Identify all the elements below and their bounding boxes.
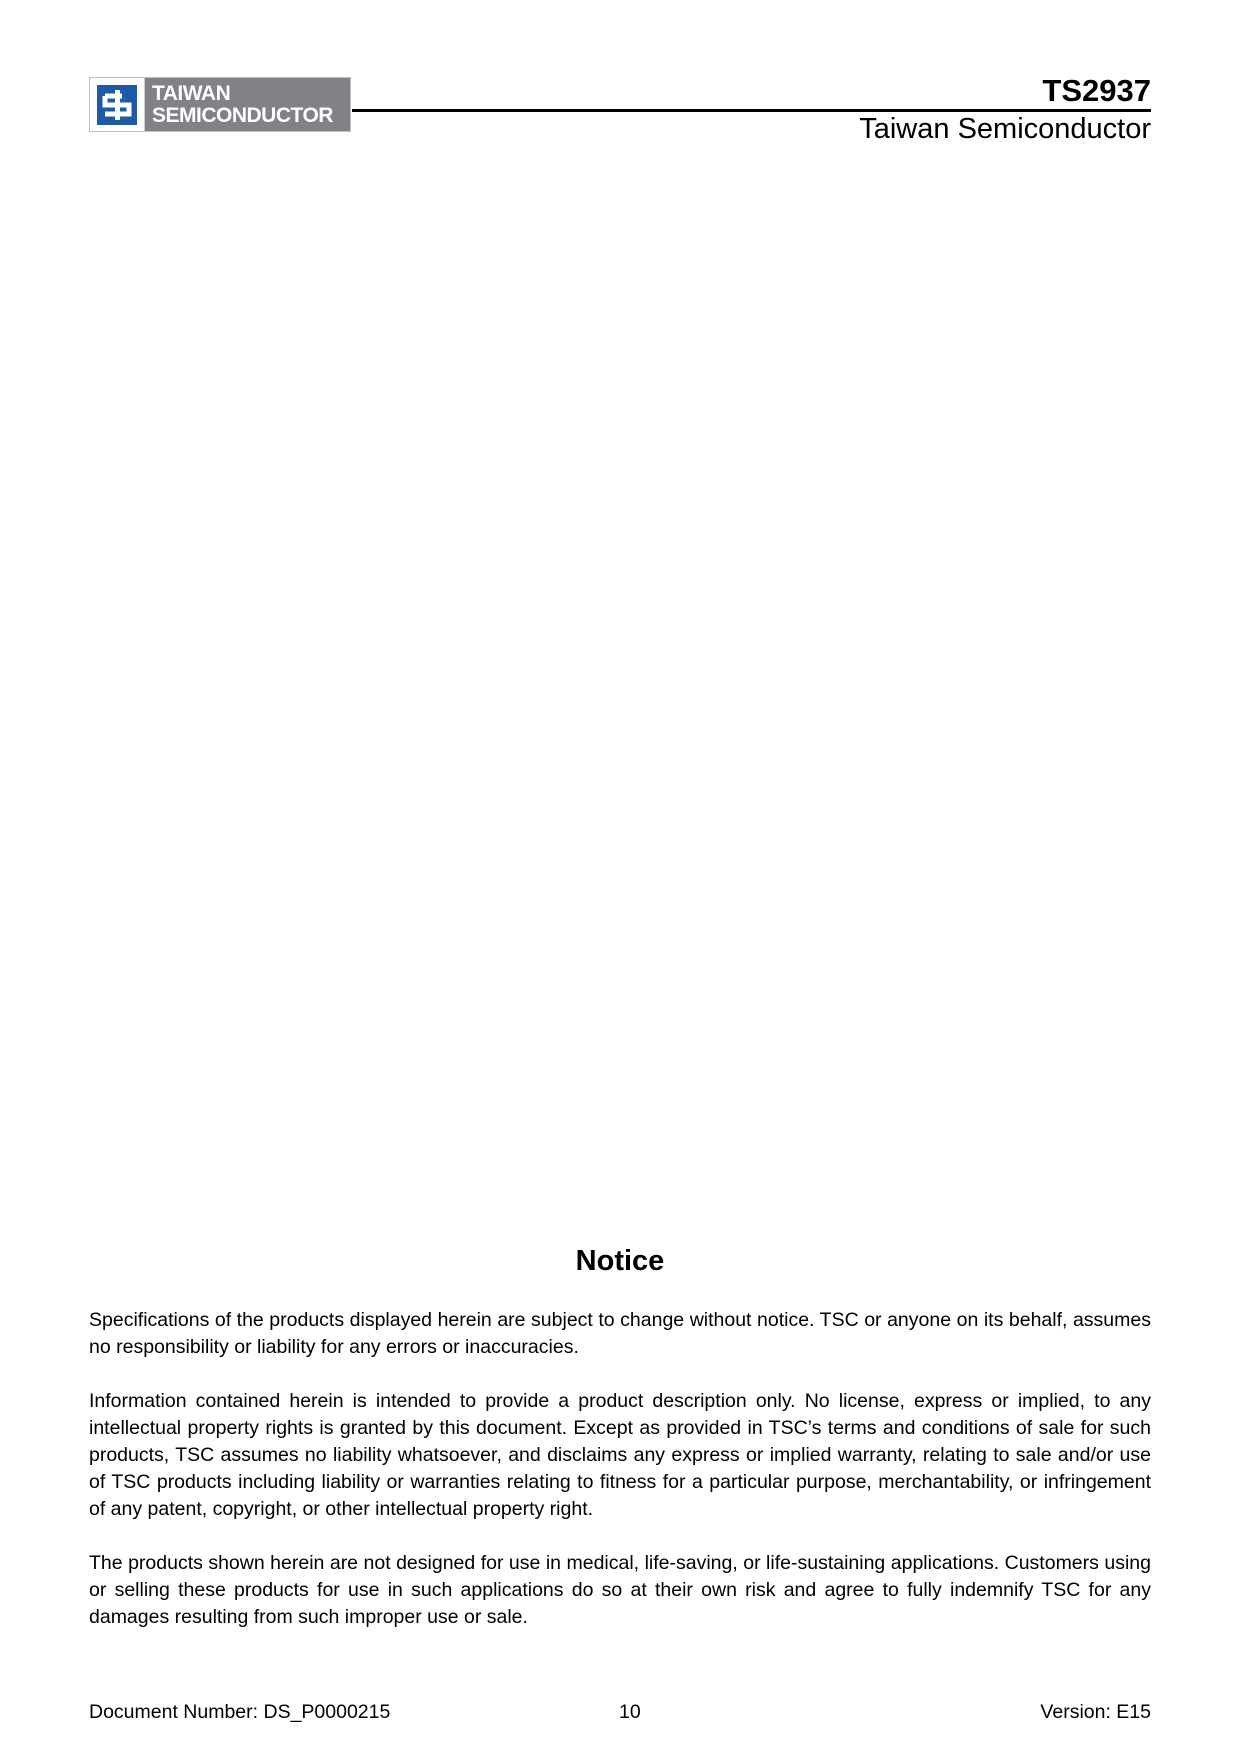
company-logo — [89, 77, 351, 132]
notice-paragraph: Information contained herein is intended to provide a product description only. No license, express or implied, to any intellectual property rights is granted by this document. Except as provided in TSC’s terms and conditions of sale for such products, TSC assumes no liability whatsoever, and disclaims any express or implied warranty, relating to sale and/or use of TSC products including liability or warranties relating to fitness for a particular purpose, merchantability, or infringement of any patent, copyright, or other intellectual property right. — [89, 1390, 1151, 1520]
page-number: 10 — [619, 1701, 641, 1723]
notice-body — [89, 1307, 1151, 1658]
logo-wordmark — [145, 78, 350, 131]
page-footer — [89, 1699, 1151, 1725]
part-number: TS2937 — [1042, 73, 1151, 108]
document-number: Document Number: DS_P0000215 — [89, 1701, 391, 1723]
version-label: Version: E15 — [1040, 1701, 1151, 1723]
notice-paragraph: Specifications of the products displayed herein are subject to change without notice. TSC or anyone on its behalf, assumes no responsibility or liability for any errors or inaccuracies. — [89, 1309, 1151, 1358]
logo-line-1: TAIWAN — [152, 82, 231, 105]
logo-line-2: SEMICONDUCTOR — [152, 104, 333, 127]
notice-heading: Notice — [575, 1245, 665, 1277]
tsc-logo-icon — [90, 78, 145, 131]
notice-paragraph: The products shown herein are not designed for use in medical, life-saving, or life-sustaining applications. Customers using or selling these products for use in such applications do so at their own risk and agree to fully indemnify TSC for any damages resulting from such improper use or sale. — [89, 1552, 1151, 1628]
company-name: Taiwan Semiconductor — [859, 113, 1151, 145]
